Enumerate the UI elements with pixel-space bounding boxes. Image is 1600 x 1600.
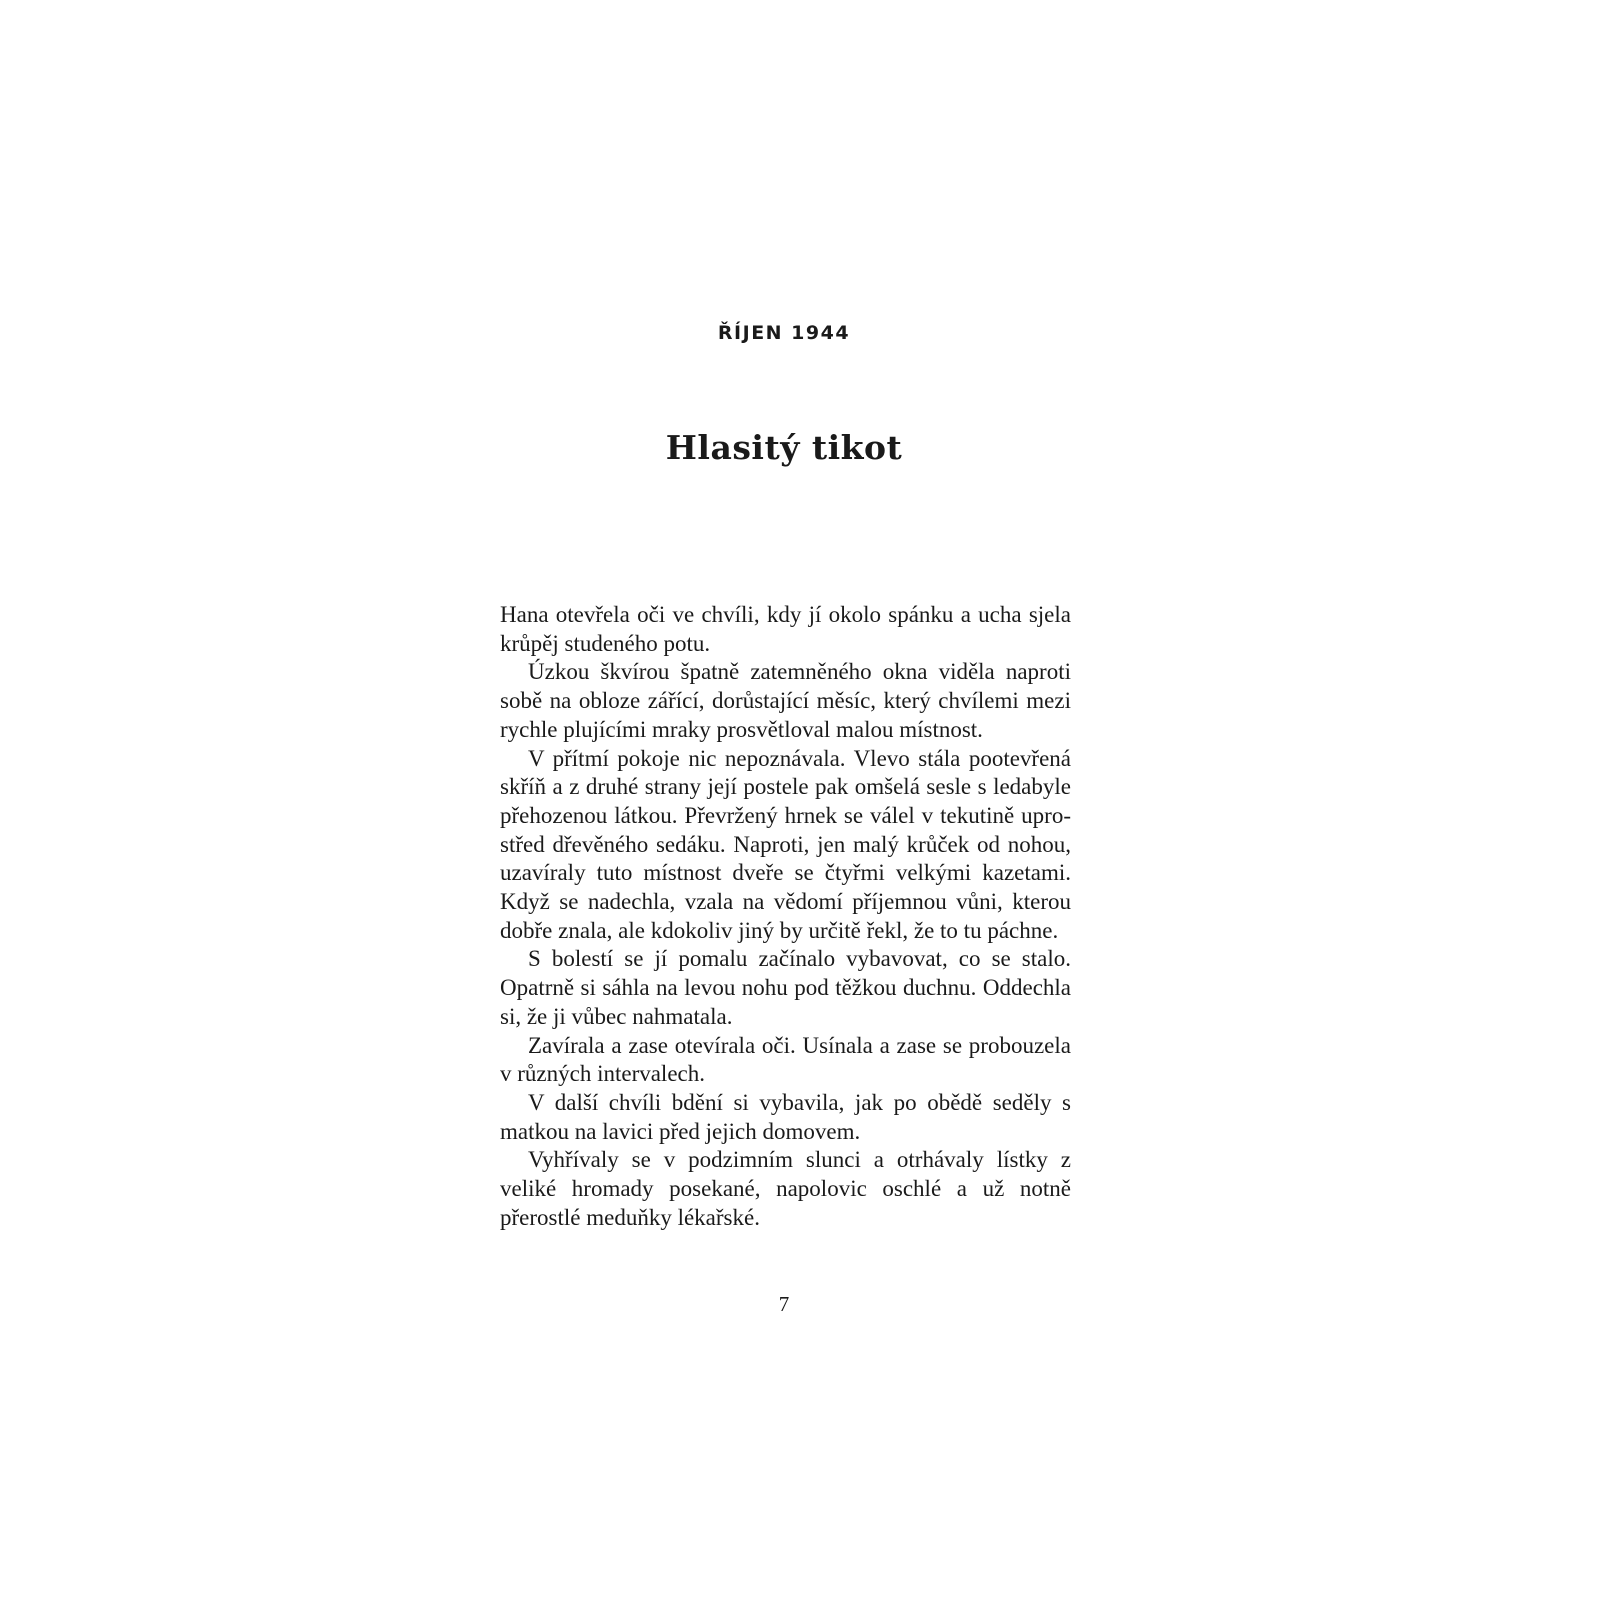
paragraph: Úzkou škvírou špatně zatemněného okna viděla naproti sobě na obloze zářící, dorůstající měsíc, který chvílemi mezi rychle plujícími mraky prosvětloval malou místnost. xyxy=(500,659,1071,742)
paragraph: V další chvíli bdění si vybavila, jak po obědě seděly s matkou na lavici před jejich domovem. xyxy=(500,1089,1071,1144)
chapter-date: ŘÍJEN 1944 xyxy=(717,322,851,344)
paragraph: Zavírala a zase otevírala oči. Usínala a zase se probouzela v různých intervalech. xyxy=(500,1032,1071,1087)
paragraph: Hana otevřela oči ve chvíli, kdy jí okolo spánku a ucha sjela krůpěj studeného potu. xyxy=(500,602,1071,656)
paragraph: S bolestí se jí pomalu začínalo vybavovat, co se stalo. Opatrně si sáhla na levou nohu pod těžkou duchnu. Oddechla si, že ji vůbec nahmatala. xyxy=(500,946,1071,1029)
chapter-title: Hlasitý tikot xyxy=(665,428,903,467)
page-number: 7 xyxy=(778,1292,790,1316)
paragraph: Vyhřívaly se v podzimním slunci a otrhávaly lístky z veliké hromady posekané, napolovic oschlé a už notně přerostlé meduňky lékařské. xyxy=(500,1147,1071,1230)
paragraph: V přítmí pokoje nic nepoznávala. Vlevo stála pootevřená skříň a z druhé strany její postele pak omšelá sesle s ledabyle přehozenou látkou. Převržený hrnek se válel v tekutině uprostřed dřevěného sedáku. Naproti, jen malý krůček od nohou, uzavíraly tuto místnost dveře se čtyřmi velkými kazetami. Když se nadechla, vzala na vědomí příjemnou vůni, kterou dobře znala, ale kdokoliv jiný by určitě řekl, že to tu páchne. xyxy=(500,745,1071,943)
chapter-body xyxy=(500,601,1071,1232)
